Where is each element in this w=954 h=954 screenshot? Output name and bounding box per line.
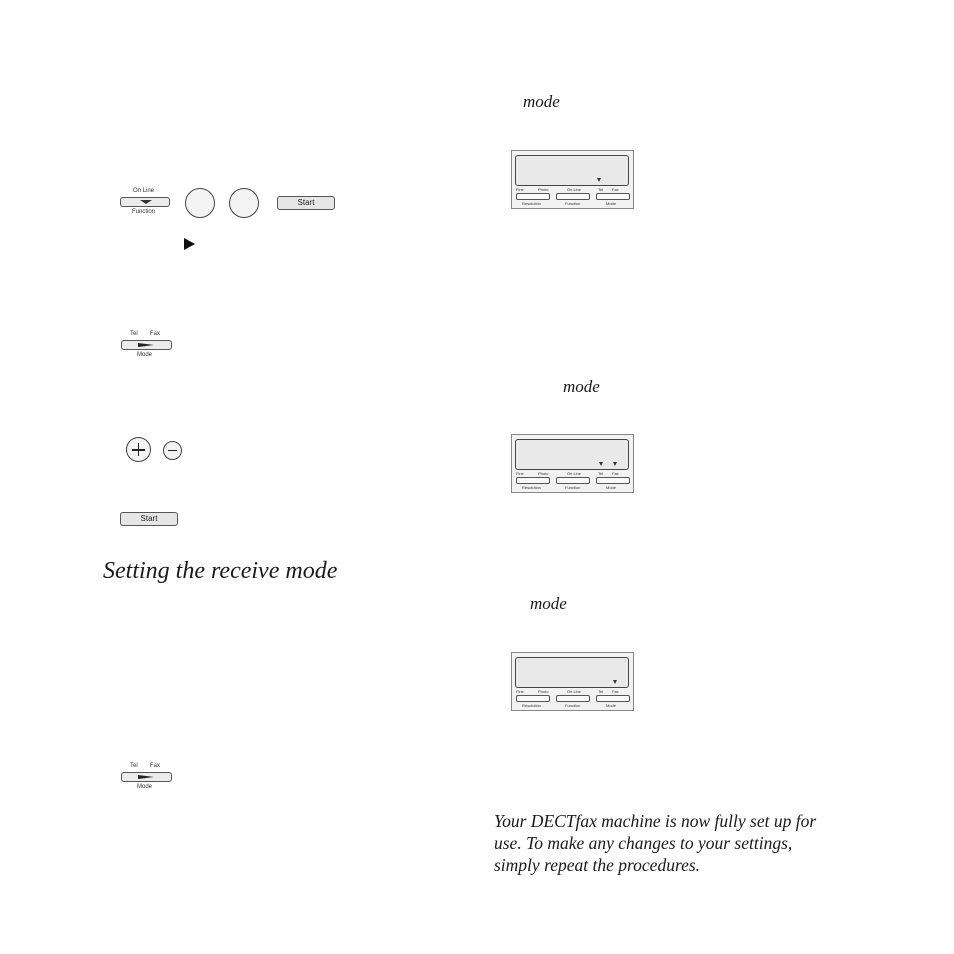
display-panel-3: [511, 652, 634, 711]
panel-label-fine: Fine: [516, 471, 524, 476]
lcd-screen: [515, 657, 629, 688]
panel-label-mode: Mode: [606, 485, 617, 490]
indicator-arrow-icon: [613, 462, 617, 466]
start-button[interactable]: Start: [277, 196, 335, 210]
round-key-right[interactable]: [229, 188, 259, 218]
mode-key-group-2: [118, 763, 174, 793]
panel-label-online: On Line: [567, 471, 582, 476]
panel-label-fine: Fine: [516, 689, 524, 694]
function-key-top-label: On Line: [133, 188, 155, 194]
display-panel-1: [511, 150, 634, 209]
mode-word: mode: [523, 92, 560, 111]
mode-key-tel-label: Tel: [130, 331, 138, 337]
function-key-mini[interactable]: [556, 193, 590, 200]
mode-word: mode: [563, 377, 600, 396]
arrow-right-icon: [138, 343, 154, 347]
mode-key-group-1: [118, 331, 174, 361]
function-key-mini[interactable]: [556, 477, 590, 484]
display-panel-2: [511, 434, 634, 493]
function-key-group: [116, 188, 172, 218]
panel-label-resolution: Resolution: [522, 485, 541, 490]
panel-label-resolution: Resolution: [522, 201, 541, 206]
section-heading: Setting the receive mode: [103, 558, 338, 584]
closing-paragraph: Your DECTfax machine is now fully set up for use. To make any changes to your settings, simply repeat the procedures.: [494, 811, 817, 875]
panel-label-fine: Fine: [516, 187, 524, 192]
panel-label-mode: Mode: [606, 703, 617, 708]
panel-label-photo: Photo: [538, 689, 549, 694]
panel-label-fax: Fax: [612, 471, 619, 476]
minus-icon: [168, 450, 177, 452]
mode-key-mini[interactable]: [596, 477, 630, 484]
start-button-2[interactable]: Start: [120, 512, 178, 526]
panel-label-photo: Photo: [538, 471, 549, 476]
panel-label-fax: Fax: [612, 187, 619, 192]
mode-key[interactable]: [121, 772, 172, 782]
panel-label-function: Function: [565, 485, 581, 490]
mode-key-mini[interactable]: [596, 193, 630, 200]
panel-label-photo: Photo: [538, 187, 549, 192]
mode-key-bottom-label: Mode: [137, 352, 153, 358]
chevron-down-icon: [140, 200, 152, 204]
mode-word: mode: [530, 594, 567, 613]
round-key-left[interactable]: [185, 188, 215, 218]
indicator-arrow-icon: [613, 680, 617, 684]
panel-label-function: Function: [565, 201, 581, 206]
panel-label-resolution: Resolution: [522, 703, 541, 708]
resolution-key[interactable]: [516, 695, 550, 702]
mode-key-bottom-label: Mode: [137, 784, 153, 790]
lcd-screen: [515, 155, 629, 186]
arrow-right-icon: [184, 238, 195, 250]
panel-label-tel: Tel: [598, 471, 604, 476]
function-key-mini[interactable]: [556, 695, 590, 702]
resolution-key[interactable]: [516, 193, 550, 200]
function-key-bottom-label: Function: [132, 209, 156, 215]
function-key[interactable]: [120, 197, 170, 207]
arrow-right-icon: [138, 775, 154, 779]
indicator-arrow-icon: [599, 462, 603, 466]
lcd-screen: [515, 439, 629, 470]
panel-label-fax: Fax: [612, 689, 619, 694]
indicator-arrow-icon: [597, 178, 601, 182]
panel-label-online: On Line: [567, 689, 582, 694]
mode-key-tel-label: Tel: [130, 763, 138, 769]
mode-key[interactable]: [121, 340, 172, 350]
panel-label-mode: Mode: [606, 201, 617, 206]
panel-label-tel: Tel: [598, 689, 604, 694]
mode-key-fax-label: Fax: [150, 763, 161, 769]
panel-label-function: Function: [565, 703, 581, 708]
panel-label-online: On Line: [567, 187, 582, 192]
plus-icon-vertical: [138, 443, 140, 456]
resolution-key[interactable]: [516, 477, 550, 484]
panel-label-tel: Tel: [598, 187, 604, 192]
mode-key-mini[interactable]: [596, 695, 630, 702]
mode-key-fax-label: Fax: [150, 331, 161, 337]
plus-button[interactable]: [126, 437, 151, 462]
minus-button[interactable]: [163, 441, 182, 460]
